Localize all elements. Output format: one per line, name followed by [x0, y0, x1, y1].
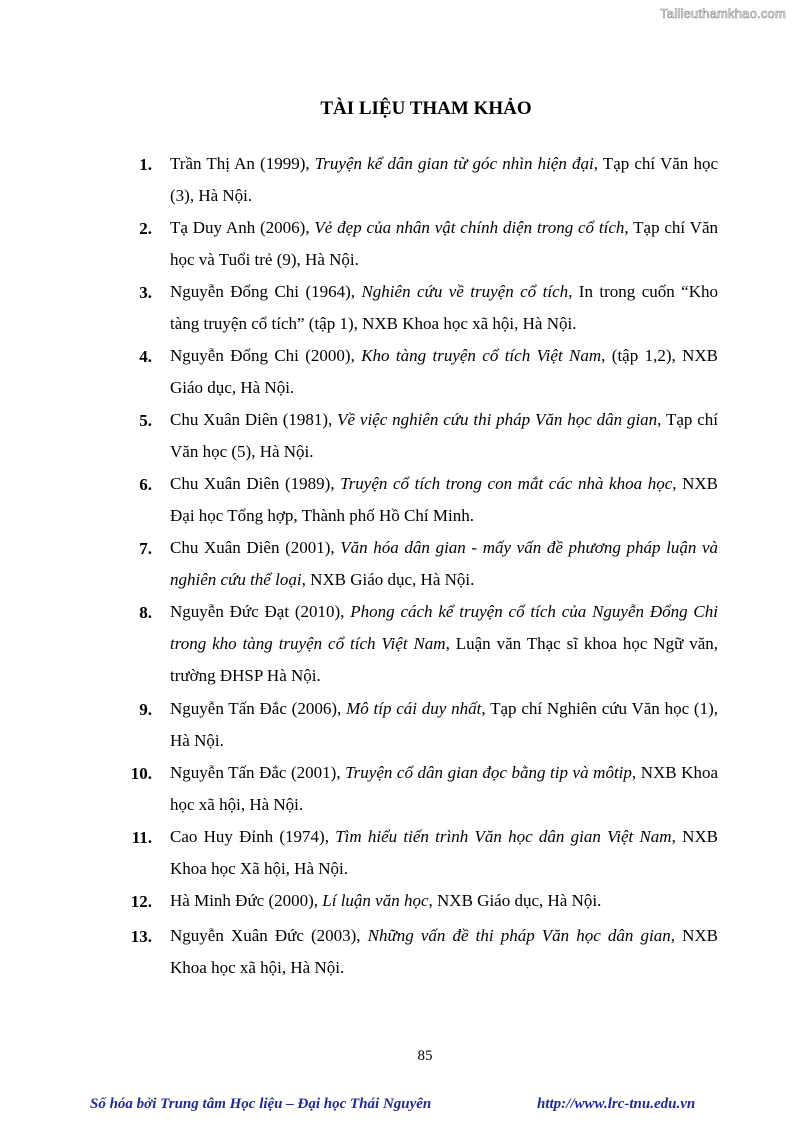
reference-text: Chu Xuân Diên (2001), Văn hóa dân gian - mấy vấn đề phương pháp luận và nghiên cứu thể loại, NXB Giáo dục, Hà Nội.: [170, 538, 719, 589]
reference-work-title: Phong cách kể truyện cổ tích của Nguyễn Đổng Chi trong kho tàng truyện cổ tích Việt Nam: [170, 602, 718, 653]
reference-text: Chu Xuân Diên (1981), Về việc nghiên cứu thi pháp Văn học dân gian, Tạp chí Văn học (5), Hà Nội.: [170, 410, 718, 461]
reference-item: [0, 693, 794, 757]
reference-item: [0, 532, 794, 596]
page-number: 85: [417, 1048, 433, 1064]
reference-text: Cao Huy Đỉnh (1974), Tìm hiểu tiến trình Văn học dân gian Việt Nam, NXB Khoa học Xã hội, Hà Nội.: [170, 827, 718, 878]
reference-work-title: Về việc nghiên cứu thi pháp Văn học dân gian: [337, 410, 658, 429]
reference-number: 7.: [139, 539, 152, 558]
reference-item: [0, 404, 794, 468]
reference-item: [0, 340, 794, 404]
reference-work-title: Kho tàng truyện cổ tích Việt Nam: [361, 346, 602, 365]
reference-text: Trần Thị An (1999), Truyện kể dân gian từ góc nhìn hiện đại, Tạp chí Văn học (3), Hà Nội.: [170, 154, 718, 205]
reference-work-title: Nghiên cứu về truyện cổ tích: [361, 282, 569, 301]
reference-number: 1.: [139, 155, 152, 174]
reference-number: 6.: [139, 475, 152, 494]
reference-list: [0, 148, 794, 984]
reference-item: [0, 821, 794, 885]
reference-text: Nguyễn Đổng Chi (2000), Kho tàng truyện cổ tích Việt Nam, (tập 1,2), NXB Giáo dục, Hà Nội.: [170, 346, 719, 397]
reference-work-title: Truyện cổ dân gian đọc bằng tip và môtip: [345, 763, 632, 782]
reference-text: Nguyễn Tấn Đắc (2001), Truyện cổ dân gian đọc bằng tip và môtip, NXB Khoa học xã hội, Hà Nội.: [170, 763, 718, 814]
reference-text: Nguyễn Đức Đạt (2010), Phong cách kể truyện cổ tích của Nguyễn Đổng Chi trong kho tàng truyện cổ tích Việt Nam, Luận văn Thạc sĩ khoa học Ngữ văn, trường ĐHSP Hà Nội.: [170, 602, 718, 685]
reference-work-title: Truyện kể dân gian từ góc nhìn hiện đại: [314, 154, 594, 173]
reference-number: 2.: [139, 219, 152, 238]
reference-number: 5.: [139, 411, 152, 430]
reference-work-title: Văn hóa dân gian - mấy vấn đề phương pháp luận và nghiên cứu thể loại: [170, 538, 719, 589]
reference-item: [0, 276, 794, 340]
reference-work-title: Vẻ đẹp của nhân vật chính diện trong cổ tích: [314, 218, 625, 237]
reference-item: [0, 596, 794, 693]
reference-text: Chu Xuân Diên (1989), Truyện cổ tích trong con mắt các nhà khoa học, NXB Đại học Tổng hợp, Thành phố Hồ Chí Minh.: [170, 474, 718, 525]
footer-website-link[interactable]: http://www.lrc-tnu.edu.vn: [537, 1096, 696, 1112]
reference-work-title: Những vấn đề thi pháp Văn học dân gian: [367, 926, 671, 945]
reference-text: Hà Minh Đức (2000), Lí luận văn học, NXB Giáo dục, Hà Nội.: [170, 891, 602, 910]
reference-item: [0, 148, 794, 212]
reference-text: Nguyễn Xuân Đức (2003), Những vấn đề thi pháp Văn học dân gian, NXB Khoa học xã hội, Hà Nội.: [170, 926, 718, 977]
reference-item: [0, 920, 794, 984]
reference-text: Tạ Duy Anh (2006), Vẻ đẹp của nhân vật chính diện trong cổ tích, Tạp chí Văn học và Tuổi trẻ (9), Hà Nội.: [170, 218, 718, 269]
reference-text: Nguyễn Tấn Đắc (2006), Mô típ cái duy nhất, Tạp chí Nghiên cứu Văn học (1), Hà Nội.: [170, 699, 718, 750]
reference-work-title: Truyện cổ tích trong con mắt các nhà khoa học: [340, 474, 673, 493]
reference-number: 10.: [130, 764, 152, 783]
reference-item: [0, 885, 794, 920]
watermark-text: Tailieuthamkhao.com: [660, 6, 786, 21]
reference-number: 11.: [131, 828, 152, 847]
reference-item: [0, 212, 794, 276]
reference-item: [0, 468, 794, 532]
reference-text: Nguyễn Đổng Chi (1964), Nghiên cứu về truyện cổ tích, In trong cuốn “Kho tàng truyện cổ tích” (tập 1), NXB Khoa học xã hội, Hà Nội.: [170, 282, 718, 333]
reference-number: 3.: [139, 283, 152, 302]
reference-work-title: Lí luận văn học: [322, 891, 429, 910]
reference-item: [0, 757, 794, 821]
reference-work-title: Mô típ cái duy nhất: [346, 699, 482, 718]
reference-number: 8.: [139, 603, 152, 622]
reference-number: 4.: [139, 347, 152, 366]
reference-number: 12.: [130, 892, 152, 911]
reference-work-title: Tìm hiểu tiến trình Văn học dân gian Việt Nam: [335, 827, 672, 846]
reference-number: 13.: [130, 927, 152, 946]
reference-number: 9.: [139, 700, 152, 719]
footer-digitized-by: Số hóa bởi Trung tâm Học liệu – Đại học Thái Nguyên: [90, 1096, 432, 1112]
page-title: TÀI LIỆU THAM KHẢO: [320, 98, 532, 119]
